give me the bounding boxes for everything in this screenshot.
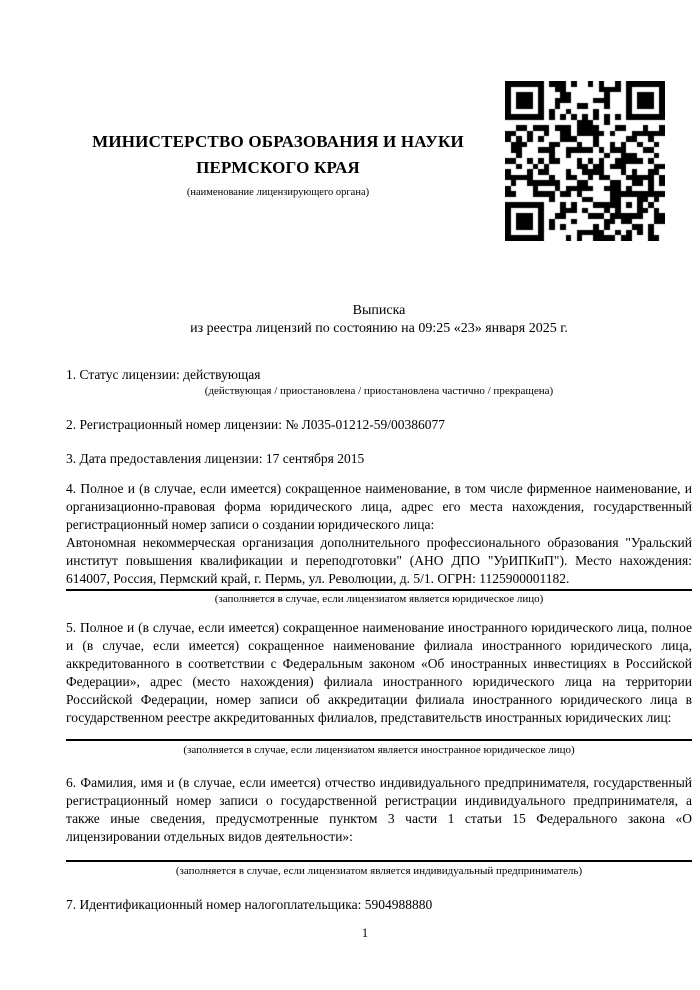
ministry-name-line2: ПЕРМСКОГО КРАЯ bbox=[196, 158, 360, 177]
entrepreneur-caption: (заполняется в случае, если лицензиатом является индивидуальный предприниматель) bbox=[175, 865, 583, 877]
ministry-caption: (наименование лицензирующего органа) bbox=[186, 187, 370, 198]
grant-date-line: 3. Дата предоставления лицензии: 17 сентября 2015 bbox=[66, 451, 365, 466]
qr-code bbox=[505, 81, 665, 241]
document-title-line2: из реестра лицензий по состоянию на 09:25 «23» января 2025 г. bbox=[190, 321, 568, 336]
foreign-entity-fill-line bbox=[66, 739, 692, 741]
ministry-header bbox=[66, 129, 490, 199]
document-title-line1: Выписка bbox=[352, 303, 406, 318]
ministry-name-line1: МИНИСТЕРСТВО ОБРАЗОВАНИЯ И НАУКИ bbox=[92, 132, 464, 151]
foreign-entity-label: 5. Полное и (в случае, если имеется) сокращенное наименование иностранного юридического лица, полное и (в случае, если имеется) сокращенное наименование филиала иностранного юридического лица, аккредитованного в соответствии с Федеральным законом «Об иностранных инвестициях в Российской Федерации», адрес (место нахождения) филиала иностранного юридического лица на территории Российской Федерации, номер записи об аккредитации филиала иностранного юридического лица в государственном реестре аккредитованных филиалов, представительств иностранных юридических лиц: bbox=[66, 620, 692, 725]
entrepreneur-fill-line bbox=[66, 860, 692, 862]
legal-entity-fill-line bbox=[66, 589, 692, 591]
qr-code-image bbox=[505, 81, 665, 241]
page-number: 1 bbox=[361, 926, 369, 940]
registration-number-line: 2. Регистрационный номер лицензии: № Л035-01212-59/00386077 bbox=[66, 417, 446, 432]
entrepreneur-label: 6. Фамилия, имя и (в случае, если имеется) отчество индивидуального предпринимателя, государственный регистрационный номер записи о государственной регистрации индивидуального предпринимателя, а также иные сведения, предусмотренные пунктом 3 части 1 статьи 15 Федерального закона «О лицензировании отдельных видов деятельности»: bbox=[66, 775, 692, 844]
license-status-line: 1. Статус лицензии: действующая bbox=[66, 367, 261, 382]
foreign-entity-caption: (заполняется в случае, если лицензиатом является иностранное юридическое лицо) bbox=[183, 744, 575, 756]
license-status-options-caption: (действующая / приостановлена / приостановлена частично / прекращена) bbox=[204, 385, 554, 397]
legal-entity-caption: (заполняется в случае, если лицензиатом является юридическое лицо) bbox=[214, 593, 544, 605]
legal-entity-label: 4. Полное и (в случае, если имеется) сокращенное наименование, в том числе фирменное наименование, и организационно-правовая форма юридического лица, адрес его места нахождения, государственный регистрационный номер записи о создании юридического лица: bbox=[66, 481, 692, 532]
legal-entity-value: Автономная некоммерческая организация дополнительного профессионального образования "Уральский институт повышения квалификации и переподготовки" (АНО ДПО "УрИПКиП"). Место нахождения: 614007, Россия, Пермский край, г. Пермь, ул. Революции, д. 5/1. ОГРН: 1125900001182. bbox=[66, 535, 692, 586]
document-title bbox=[66, 302, 692, 338]
taxpayer-id-line: 7. Идентификационный номер налогоплательщика: 5904988880 bbox=[66, 897, 433, 912]
